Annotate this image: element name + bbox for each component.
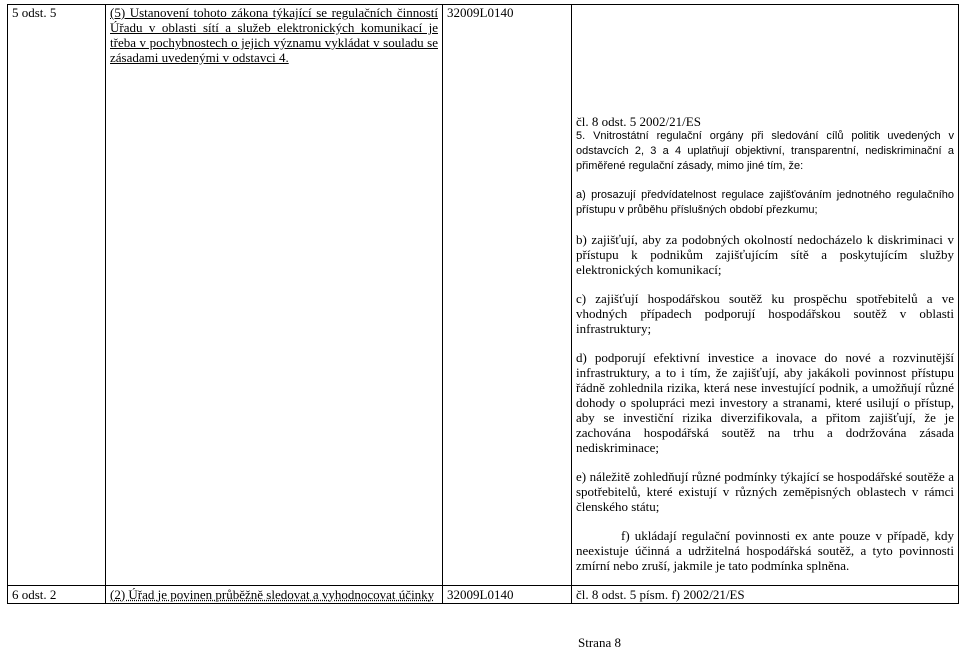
provision-cell [8, 586, 106, 604]
transposition-table [7, 4, 959, 604]
eu-code-cell [443, 586, 572, 604]
provision-number: 6 odst. 2 [12, 587, 57, 602]
eu-item-d: d) podporují efektivní investice a inovace do nové a rozvinutější infrastruktury, a to i tím, že zajišťují, aby jakákoli povinnost přístupu řádně zohlednila rizika, která nese investující podnik, a umožňují různé dohody o spolupráci mezi investory a stranami, které usilují o přístup, aby se investiční rizika diverzifikovala, a přitom zajišťují, že je zachována hospodářská soutěž na trhu a dodržována zásada nediskriminace; [576, 350, 954, 455]
eu-item-f: f) ukládají regulační povinnosti ex ante pouze v případě, kdy neexistuje účinná a udržitelná hospodářská soutěž, a tyto povinnosti zmírní nebo zruší, jakmile je tato podmínka splněna. [576, 528, 954, 573]
provision-cell [8, 5, 106, 586]
eu-text-cell [572, 586, 959, 604]
provision-number: 5 odst. 5 [12, 5, 57, 20]
eu-code-cell [443, 5, 572, 586]
national-text-cell [106, 586, 443, 604]
eu-item-a: a) prosazují předvídatelnost regulace zajišťováním jednotného regulačního přístupu v průběhu příslušných období přezkumu; [576, 189, 954, 216]
eu-text-cell [572, 5, 959, 586]
eu-item-c: c) zajišťují hospodářskou soutěž ku prospěchu spotřebitelů a ve vhodných případech podporují hospodářskou soutěž v oblasti infrastruktury; [576, 291, 954, 336]
page-number: Strana 8 [578, 635, 621, 650]
national-provision-text: (5) Ustanovení tohoto zákona týkající se regulačních činností Úřadu v oblasti sítí a služeb elektronických komunikací je třeba v pochybnostech o jejich významu vykládat v souladu se zásadami uvedenými v odstavci 4. [110, 5, 438, 65]
table-row [8, 586, 959, 604]
eu-item-e: e) náležitě zohledňují různé podmínky týkající se hospodářské soutěže a spotřebitelů, které existují v různých zeměpisných oblastech v rámci členského státu; [576, 469, 954, 514]
national-provision-text: (2) Úřad je povinen průběžně sledovat a vyhodnocovat účinky [110, 587, 435, 602]
eu-article-reference: čl. 8 odst. 5 2002/21/ES [576, 114, 701, 129]
eu-item-b: b) zajišťují, aby za podobných okolností nedocházelo k diskriminaci v přístupu k podnikům zajišťujícím sítě a poskytujícím služby elektronických komunikací; [576, 232, 954, 277]
national-text-cell [106, 5, 443, 586]
eu-article-reference: čl. 8 odst. 5 písm. f) 2002/21/ES [576, 587, 745, 602]
eu-celex-code: 32009L0140 [447, 5, 514, 20]
eu-celex-code: 32009L0140 [447, 587, 514, 602]
eu-intro-paragraph: 5. Vnitrostátní regulační orgány při sledování cílů politik uvedených v odstavcích 2, 3 a 4 uplatňují objektivní, transparentní, nediskriminační a přiměřené regulační zásady, mimo jiné tím, že: [576, 130, 954, 172]
table-row [8, 5, 959, 586]
